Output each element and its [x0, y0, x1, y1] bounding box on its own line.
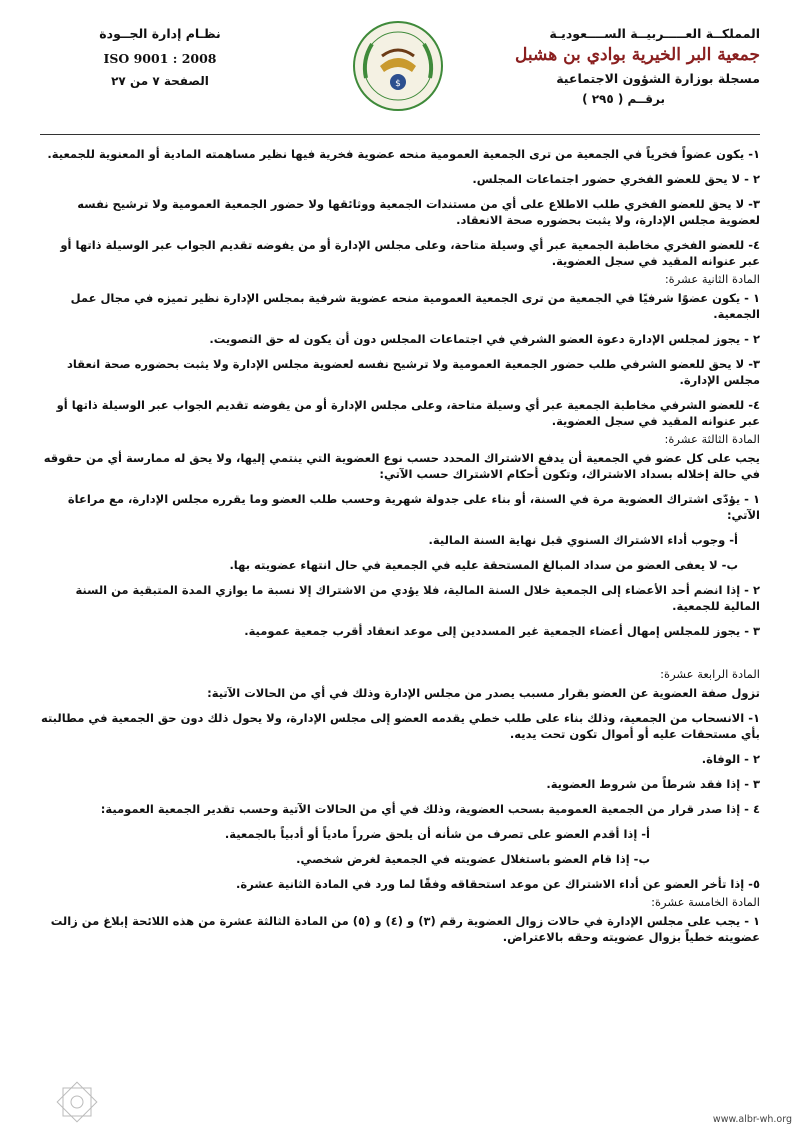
- society-logo: [352, 20, 444, 112]
- paragraph: ٢ - يجوز لمجلس الإدارة دعوة العضو الشرفي في اجتماعات المجلس دون أن يكون له حق التصويت.: [209, 332, 760, 346]
- sub-item: أ- إذا أقدم العضو على تصرف من شأنه أن يلحق ضرراً مادياً أو أدبياً بالجمعية.: [224, 827, 650, 841]
- footer-emblem-icon: [55, 1080, 99, 1124]
- paragraph: ٣ - إذا فقد شرطاً من شروط العضوية.: [546, 777, 760, 791]
- paragraph: ١ - يكون عضوًا شرفيًا في الجمعية من ترى الجمعية العمومية منحه عضوية شرفية بمجلس الإدارة نظير تميزه في مجال عمل الجمعية.: [70, 291, 760, 321]
- iso-standard: ISO 9001 : 2008: [103, 51, 217, 66]
- paragraph: ٤ - إذا صدر قرار من الجمعية العمومية بسحب العضوية، وذلك في أي من الحالات الآتية وحسب تقدير الجمعية العمومية:: [100, 802, 760, 816]
- quality-system: نظـام إدارة الجــودة: [99, 26, 221, 41]
- paragraph: ٢ - الوفاة.: [701, 752, 760, 766]
- article-heading: المادة الثانية عشرة:: [664, 272, 760, 286]
- sub-item: ب- لا يعفى العضو من سداد المبالغ المستحقة عليه في الجمعية في حال انتهاء عضويته بها.: [229, 558, 738, 572]
- paragraph: ٤- للعضو الشرفي مخاطبة الجمعية عبر أي وسيلة متاحة، وعلى مجلس الإدارة أو من يفوضه تقديم الجواب عبر الوسيلة ذاتها أو عبر عنوانه المقيد في سجل العضوية.: [56, 398, 760, 428]
- svg-text:$: $: [395, 79, 401, 89]
- paragraph: ٣ - يجوز للمجلس إمهال أعضاء الجمعية غير المسددين إلى موعد انعقاد أقرب جمعية عمومية.: [244, 624, 760, 638]
- article-heading: المادة الثالثة عشرة:: [664, 432, 760, 446]
- quality-header: [80, 26, 240, 88]
- page-number: الصفحة ٧ من ٢٧: [111, 74, 209, 88]
- article-heading: المادة الخامسة عشرة:: [651, 895, 760, 909]
- website-url[interactable]: www.albr-wh.org: [712, 1114, 792, 1125]
- registration-text: مسجلة بوزارة الشؤون الاجتماعية: [556, 71, 760, 86]
- article-heading: المادة الرابعة عشرة:: [660, 667, 760, 681]
- society-name: جمعية البر الخيرية بوادي بن هشبل: [515, 45, 760, 65]
- paragraph: ١ - يجب على مجلس الإدارة في حالات زوال العضوية رقم (٣) و (٤) و (٥) من المادة الثالثة عشرة من هذه اللائحة إبلاغ من زالت عضويته خطياً بزوال عضويته وحقه بالاعتراض.: [50, 914, 760, 944]
- sub-item: أ- وجوب أداء الاشتراك السنوي قبل نهاية السنة المالية.: [428, 533, 738, 547]
- org-header: [510, 26, 760, 106]
- paragraph: ١- الانسحاب من الجمعية، وذلك بناء على طلب خطي يقدمه العضو إلى مجلس الإدارة، ولا يحول ذلك دون حق الجمعية في مطالبته بأي مستحقات عليه أو أموال تكون تحت يديه.: [41, 711, 760, 741]
- sub-item: ب- إذا قام العضو باستغلال عضويته في الجمعية لغرض شخصي.: [296, 852, 650, 866]
- kingdom-name: المملكــة العـــــربيــة الســــعوديـة: [549, 26, 760, 41]
- paragraph: تزول صفة العضوية عن العضو بقرار مسبب يصدر من مجلس الإدارة وذلك في أي من الحالات الآتية:: [207, 686, 760, 700]
- spacer: [40, 648, 760, 666]
- registration-number: برقــم ( ٢٩٥ ): [582, 92, 665, 106]
- document-body: [40, 146, 760, 954]
- header-divider: [40, 134, 760, 135]
- paragraph: ٣- لا يحق للعضو الفخري طلب الاطلاع على أي من مستندات الجمعية ووثائقها ولا حضور الجمعية العمومية ولا ترشيح نفسه لعضوية مجلس الإدارة، ولا يثبت بحضوره صحة الانعقاد.: [77, 197, 760, 227]
- paragraph: ١- يكون عضواً فخرياً في الجمعية من ترى الجمعية العمومية منحه عضوية فخرية فيها نظير مساهمته المادية أو المعنوية للجمعية.: [47, 147, 760, 161]
- paragraph: ٥- إذا تأخر العضو عن أداء الاشتراك عن موعد استحقاقه وفقًا لما ورد في المادة الثانية عشرة.: [236, 877, 760, 891]
- paragraph: يجب على كل عضو في الجمعية أن يدفع الاشتراك المحدد حسب نوع العضوية التي ينتمي إليها، ولا يحق له ممارسة أي من حقوقه في حالة إخلاله بسداد الاشتراك، وتكون أحكام الاشتراك حسب الآتي:: [43, 451, 760, 481]
- paragraph: ٤- للعضو الفخري مخاطبة الجمعية عبر أي وسيلة متاحة، وعلى مجلس الإدارة أو من يفوضه تقديم الجواب عبر الوسيلة ذاتها أو عبر عنوانه المقيد في سجل العضوية.: [60, 238, 760, 268]
- paragraph: ٢ - إذا انضم أحد الأعضاء إلى الجمعية خلال السنة المالية، فلا يؤدي من الاشتراك إلا نسبة ما يوازي المدة المتبقية من السنة المالية للجمعية.: [75, 583, 760, 613]
- paragraph: ٢ - لا يحق للعضو الفخري حضور اجتماعات المجلس.: [472, 172, 760, 186]
- paragraph: ١ - يؤدّى اشتراك العضوية مرة في السنة، أو بناء على جدولة شهرية وحسب طلب العضو وما يقرره مجلس الإدارة، مع مراعاة الآتي:: [67, 492, 760, 522]
- paragraph: ٣- لا يحق للعضو الشرفي طلب حضور الجمعية العمومية ولا ترشيح نفسه لعضوية مجلس الإدارة ولا يثبت بحضوره صحة انعقاد مجلس الإدارة.: [66, 357, 760, 387]
